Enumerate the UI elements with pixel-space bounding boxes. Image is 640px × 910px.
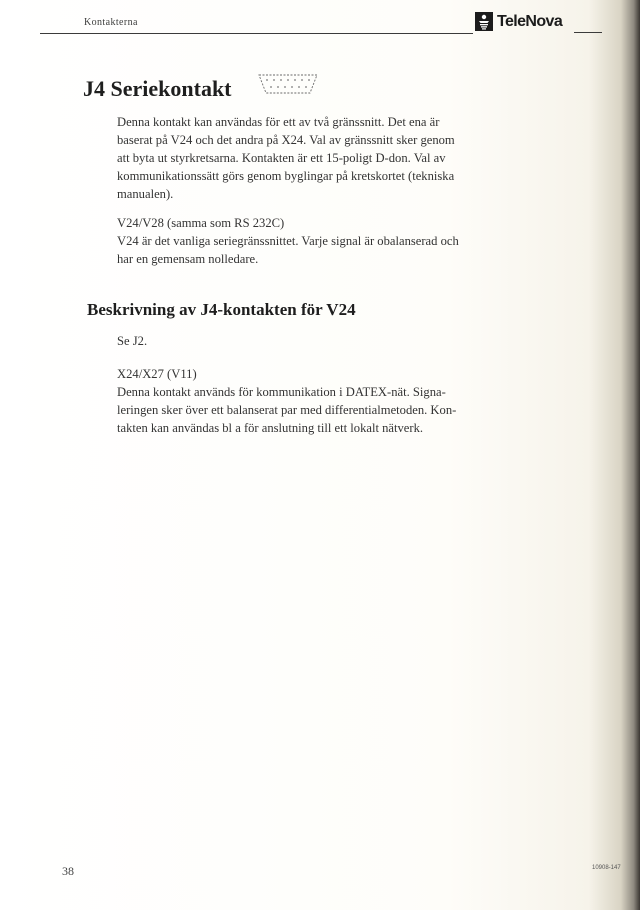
page-number: 38 <box>62 864 74 878</box>
subsection-paragraph: Se J2. <box>117 334 148 348</box>
document-code: 10908-147 <box>592 865 621 871</box>
section-paragraph: Denna kontakt kan användas för ett av två gränssnitt. Det ena är baserat på V24 och det andra på X24. Val av gränssnitt sker genom att byta ut styrkretsarna. Kontakten är ett 15-poligt D-don. Val av kommunikationssätt görs genom byglingar på kretskortet (tekniska manualen). <box>117 115 455 201</box>
subsection-paragraph-x24: X24/X27 (V11) Denna kontakt används för kommunikation i DATEX-nät. Signa- leringen sker över ett balanserat par med differentialmetoden. Kon- takten kan användas bl a för anslutning till ett lokalt nätverk. <box>117 367 457 435</box>
brand-logo <box>475 12 562 31</box>
running-header: Kontakterna <box>84 17 138 28</box>
telenova-emblem-icon <box>475 12 493 31</box>
header-rule <box>40 33 473 34</box>
subsection-title: Beskrivning av J4-kontakten för V24 <box>87 300 356 319</box>
section-title: J4 Seriekontakt <box>83 76 232 101</box>
d-connector-icon <box>257 71 319 97</box>
header-rule-right <box>574 32 602 33</box>
brand-name: TeleNova <box>497 12 563 30</box>
section-paragraph-v24: V24/V28 (samma som RS 232C) V24 är det vanliga seriegränssnittet. Varje signal är obalanserad och har en gemensam nolledare. <box>117 216 459 266</box>
